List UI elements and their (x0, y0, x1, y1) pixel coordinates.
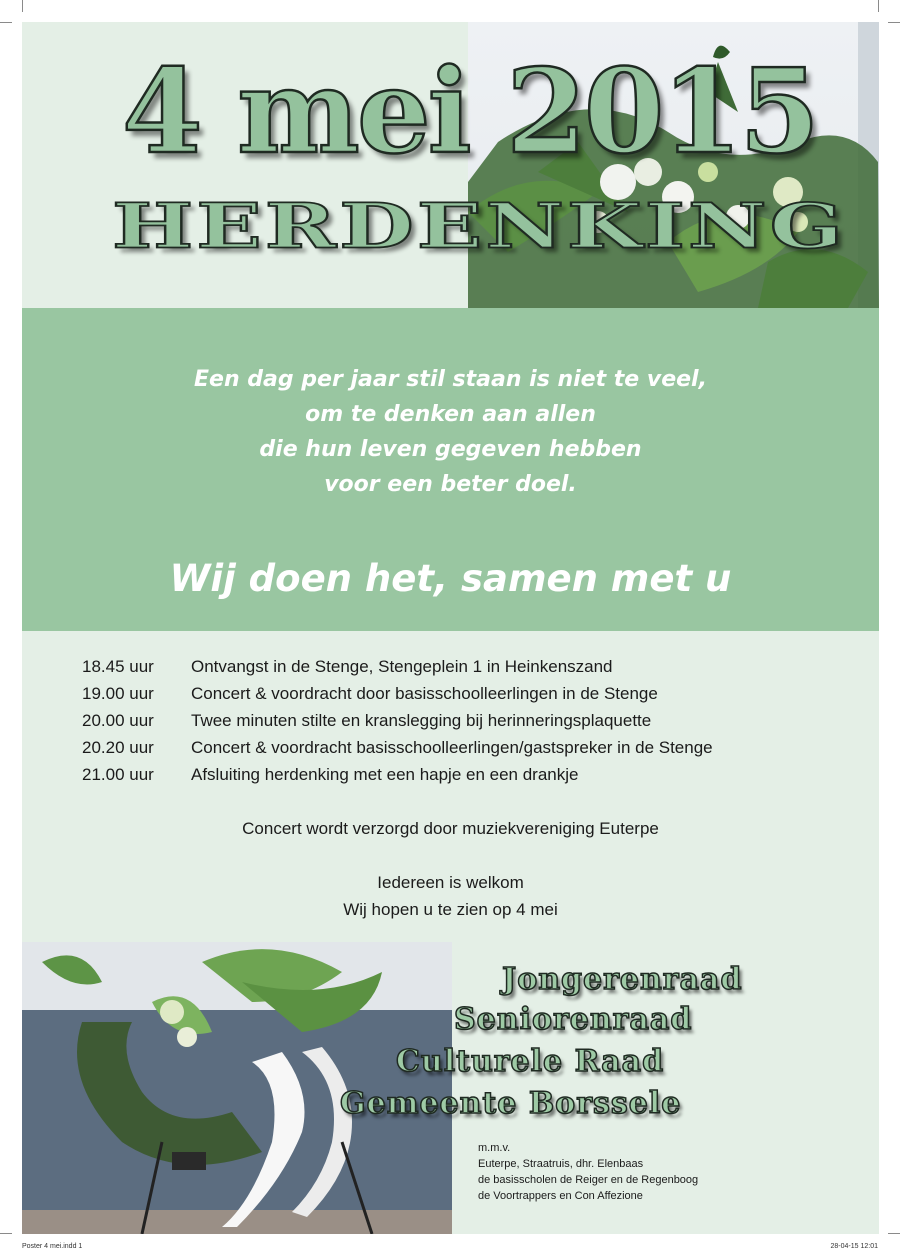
schedule-time: 20.20 uur (82, 738, 154, 757)
quote-line: om te denken aan allen (305, 402, 596, 427)
schedule-row (82, 761, 872, 788)
mmv-line: de Voortrappers en Con Affezione (478, 1190, 643, 1202)
quote-line: Een dag per jaar stil staan is niet te veel, (194, 367, 707, 392)
schedule-row (82, 653, 872, 680)
schedule-text: Afsluiting herdenking met een hapje en een drankje (191, 765, 579, 784)
schedule-list (82, 653, 872, 788)
mmv-line: de basisscholen de Reiger en de Regenboog (478, 1174, 699, 1186)
quote-line: voor een beter doel. (324, 472, 577, 497)
organizer-gemeente-borssele: Gemeente Borssele (340, 1086, 682, 1121)
organizer-jongerenraad: Jongerenraad (502, 962, 743, 997)
organizer-seniorenraad: Seniorenraad (454, 1002, 693, 1037)
schedule-text: Ontvangst in de Stenge, Stengeplein 1 in Heinkenszand (191, 657, 613, 676)
welcome-line: Wij hopen u te zien op 4 mei (343, 900, 558, 919)
schedule-text: Twee minuten stilte en kranslegging bij herinneringsplaquette (191, 711, 652, 730)
crop-mark (22, 0, 23, 12)
welcome-line: Iedereen is welkom (377, 873, 524, 892)
crop-mark (0, 1233, 12, 1234)
schedule-text: Concert & voordracht door basisschoolleerlingen in de Stenge (191, 684, 658, 703)
title-date: 4 mei 2015 (122, 44, 817, 180)
footer-filename: Poster 4 mei.indd 1 (22, 1243, 83, 1250)
schedule-row (82, 680, 872, 707)
schedule-row (82, 707, 872, 734)
slogan: Wij doen het, samen met u (169, 557, 732, 600)
mmv-line: Euterpe, Straatruis, dhr. Elenbaas (478, 1158, 644, 1170)
schedule-text: Concert & voordracht basisschoolleerlingen/gastspreker in de Stenge (191, 738, 713, 757)
quote-line: die hun leven gegeven hebben (259, 437, 642, 462)
footer-date: 28-04-15 12:01 (830, 1243, 878, 1250)
schedule-time: 19.00 uur (82, 684, 154, 703)
concert-note: Concert wordt verzorgd door muziekvereniging Euterpe (242, 819, 659, 838)
title-herdenking: HERDENKING (112, 190, 847, 263)
mmv-label: m.m.v. (478, 1142, 511, 1154)
schedule-time: 20.00 uur (82, 711, 154, 730)
organizer-culturele-raad: Culturele Raad (396, 1044, 665, 1079)
crop-mark (0, 22, 12, 23)
crop-mark (878, 0, 879, 12)
schedule-time: 21.00 uur (82, 765, 154, 784)
poster-sheet (22, 22, 879, 1234)
schedule-row (82, 734, 872, 761)
quote-text (22, 362, 879, 502)
crop-mark (888, 22, 900, 23)
crop-mark (888, 1233, 900, 1234)
mmv-credits (478, 1140, 698, 1204)
schedule-time: 18.45 uur (82, 657, 154, 676)
